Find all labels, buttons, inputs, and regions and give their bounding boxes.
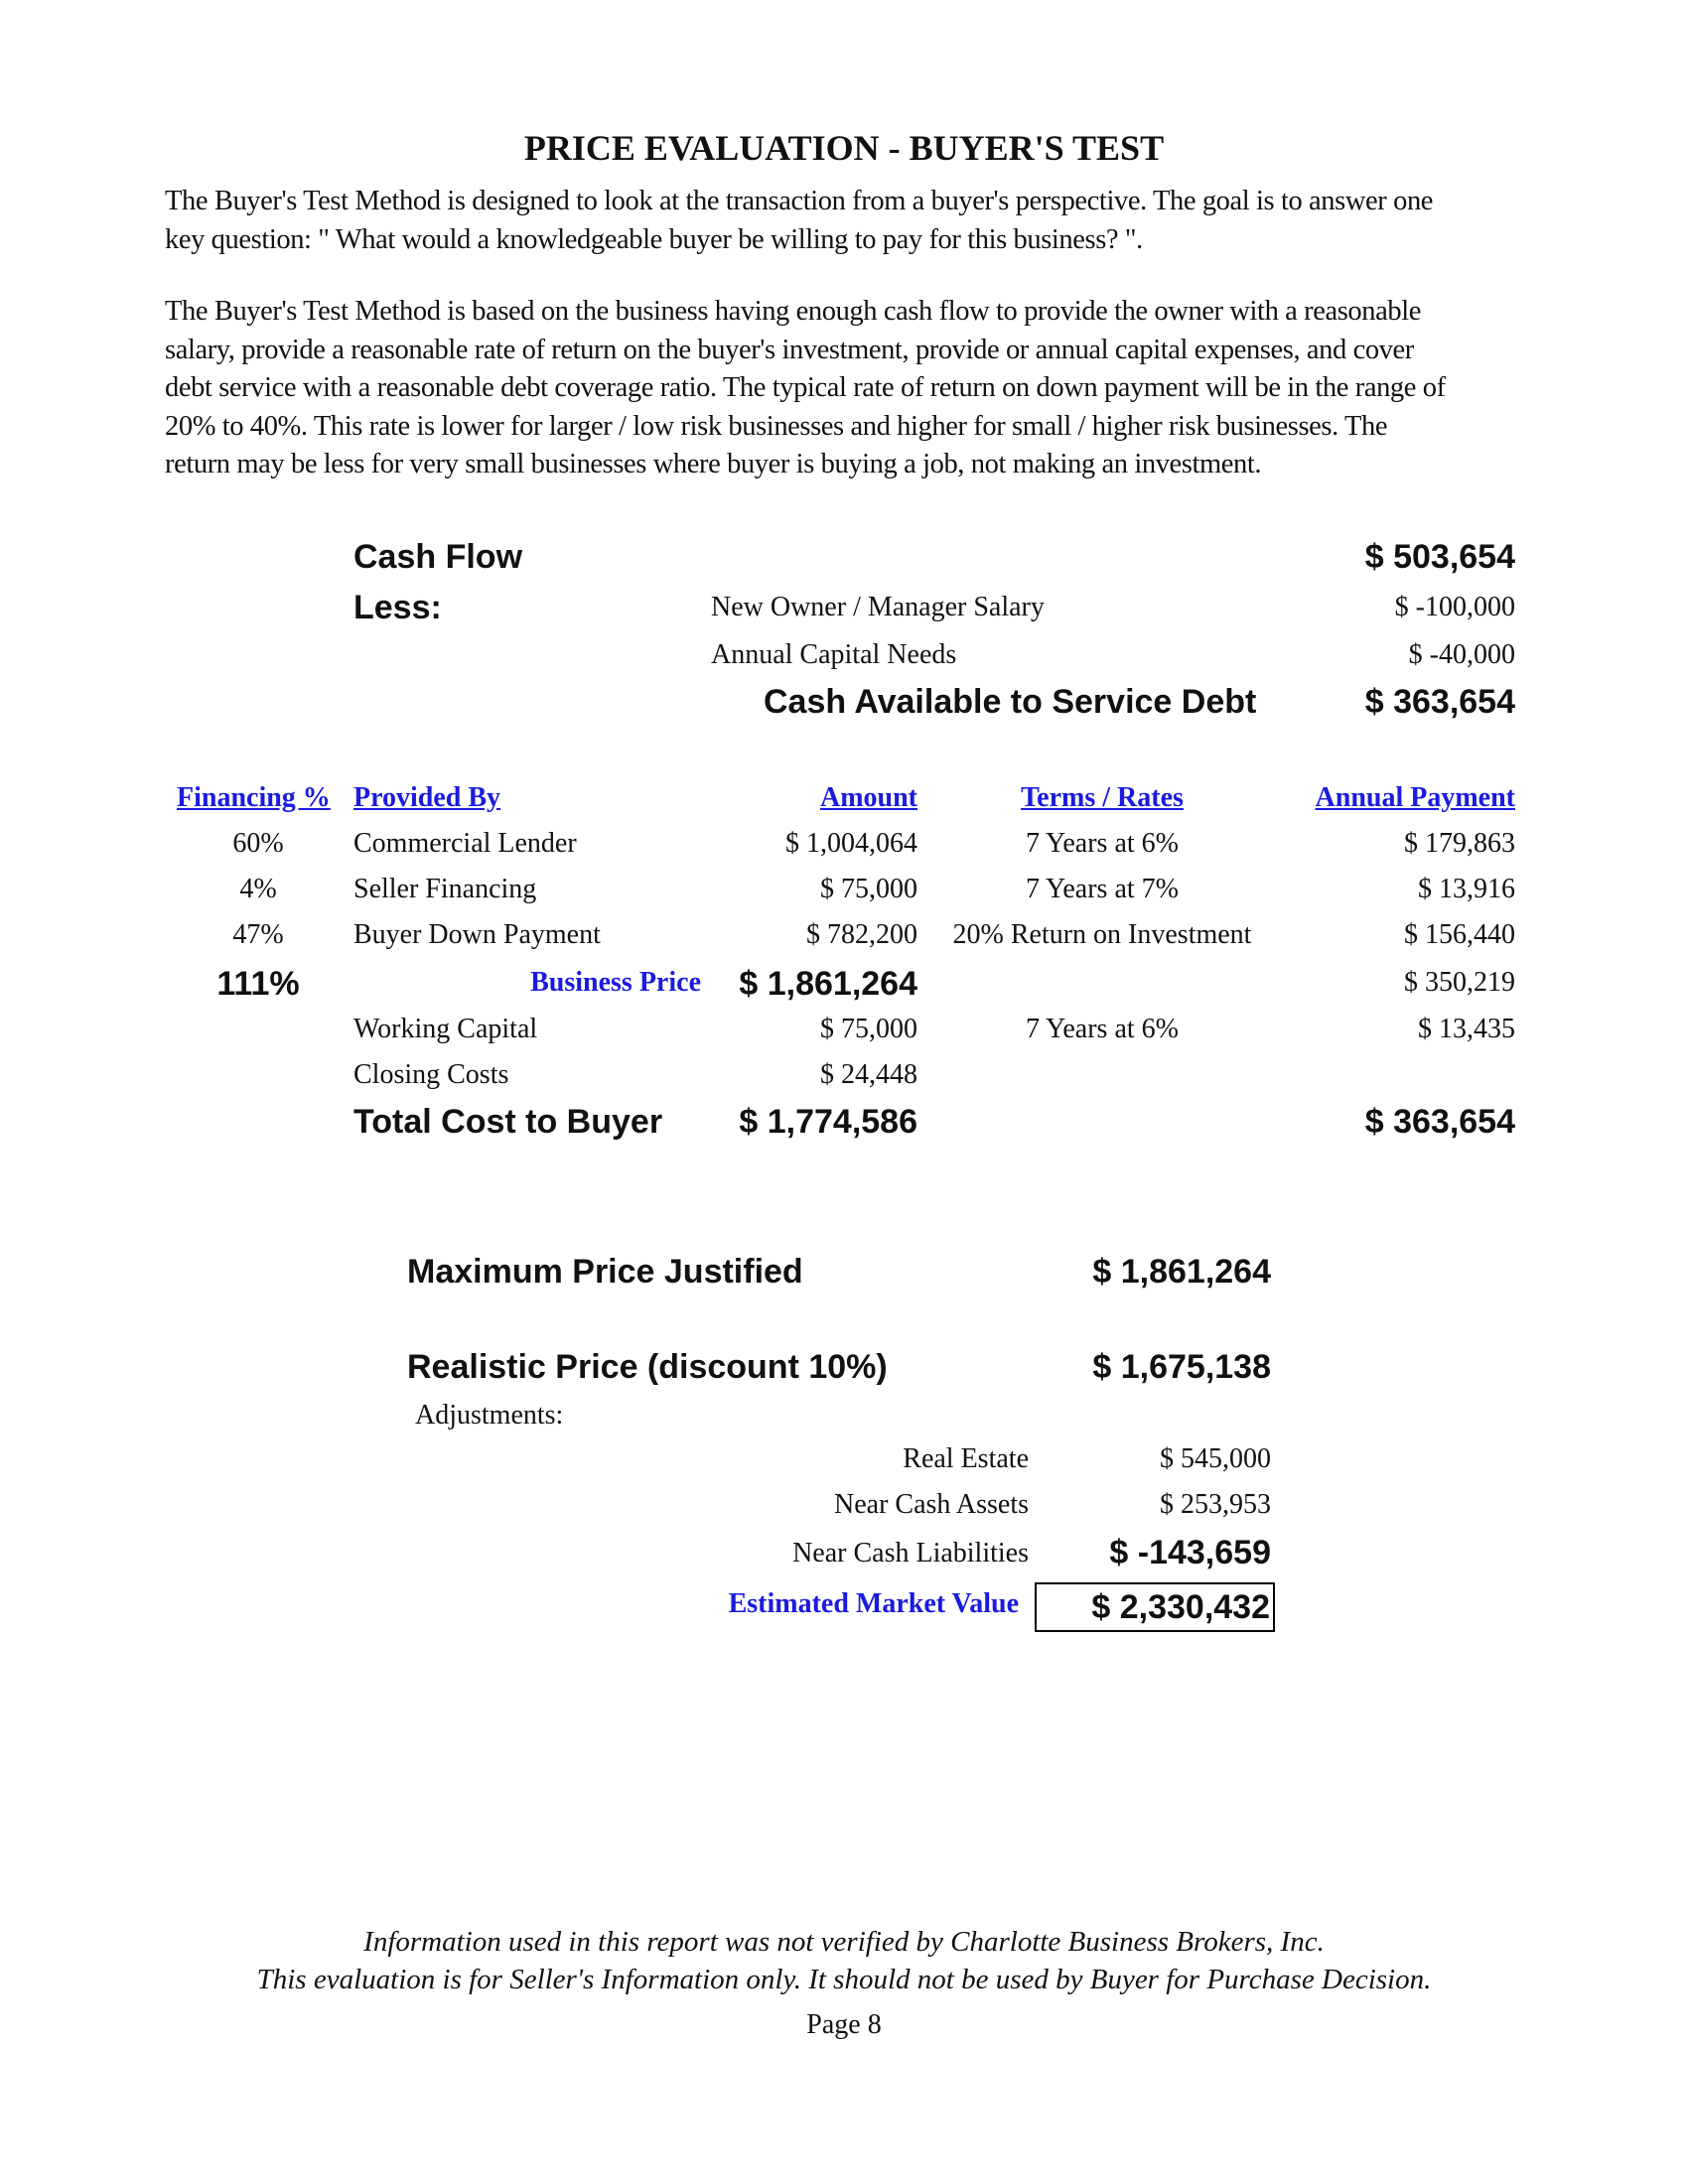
cash-available-label: Cash Available to Service Debt xyxy=(764,683,1257,721)
working-capital-amount: $ 75,000 xyxy=(820,1014,917,1044)
total-cost-amount: $ 1,774,586 xyxy=(739,1103,917,1141)
row-provider: Commercial Lender xyxy=(353,828,577,859)
row-payment: $ 13,916 xyxy=(1418,874,1515,904)
intro-line: The Buyer's Test Method is based on the business having enough cash flow to provide the owner with a reasonable xyxy=(165,296,1421,327)
near-cash-assets-value: $ 253,953 xyxy=(1160,1489,1271,1520)
near-cash-liabilities-value: $ -143,659 xyxy=(1109,1534,1271,1571)
max-price-value: $ 1,861,264 xyxy=(1092,1253,1271,1291)
working-capital-terms: 7 Years at 6% xyxy=(1026,1014,1179,1044)
row-amount: $ 1,004,064 xyxy=(785,828,917,859)
row-pct: 60% xyxy=(232,828,284,859)
business-price-pct: 111% xyxy=(216,965,300,1003)
row-terms: 7 Years at 7% xyxy=(1026,874,1179,904)
row-pct: 4% xyxy=(239,874,277,904)
real-estate-value: $ 545,000 xyxy=(1160,1443,1271,1474)
cash-flow-value: $ 503,654 xyxy=(1364,538,1515,576)
intro-paragraph-1 xyxy=(165,183,1535,259)
total-payment: $ 363,654 xyxy=(1364,1103,1515,1141)
intro-line: 20% to 40%. This rate is lower for larger / low risk businesses and higher for small / higher risk businesses. The xyxy=(165,410,1388,442)
header-amount: Amount xyxy=(819,782,917,813)
salary-value: $ -100,000 xyxy=(1394,592,1515,622)
intro-line: return may be less for very small businesses where buyer is buying a job, not making an investment. xyxy=(165,449,1262,479)
realistic-price-label: Realistic Price (discount 10%) xyxy=(407,1348,888,1386)
closing-costs-label: Closing Costs xyxy=(353,1059,509,1090)
business-price-label: Business Price xyxy=(530,967,701,998)
footer-disclaimer-2: This evaluation is for Seller's Information only. It should not be used by Buyer for Purchase Decision. xyxy=(256,1964,1432,1995)
row-amount: $ 782,200 xyxy=(806,919,917,950)
closing-costs-amount: $ 24,448 xyxy=(820,1059,917,1090)
header-financing-pct: Financing % xyxy=(177,782,331,813)
cash-available-value: $ 363,654 xyxy=(1364,683,1515,721)
adjustments-label: Adjustments: xyxy=(415,1400,564,1431)
near-cash-liabilities-label: Near Cash Liabilities xyxy=(792,1538,1029,1569)
near-cash-assets-label: Near Cash Assets xyxy=(834,1489,1029,1520)
estimated-market-value-label: Estimated Market Value xyxy=(728,1588,1019,1619)
page-title: PRICE EVALUATION - BUYER'S TEST xyxy=(523,128,1165,168)
cash-flow-label: Cash Flow xyxy=(353,538,523,576)
total-cost-label: Total Cost to Buyer xyxy=(353,1103,663,1141)
business-price-payment: $ 350,219 xyxy=(1404,967,1515,998)
row-payment: $ 179,863 xyxy=(1404,828,1515,859)
intro-paragraph-2 xyxy=(165,293,1535,484)
row-pct: 47% xyxy=(232,919,284,950)
header-annual-payment: Annual Payment xyxy=(1315,782,1515,813)
row-terms: 7 Years at 6% xyxy=(1026,828,1179,859)
header-provided-by: Provided By xyxy=(353,782,501,813)
intro-line: debt service with a reasonable debt coverage ratio. The typical rate of return on down payment will be in the range of xyxy=(165,372,1446,403)
working-capital-payment: $ 13,435 xyxy=(1418,1014,1515,1044)
estimated-market-value-box xyxy=(1035,1582,1275,1632)
business-price-amount: $ 1,861,264 xyxy=(739,965,917,1003)
working-capital-label: Working Capital xyxy=(353,1014,538,1044)
capital-label: Annual Capital Needs xyxy=(711,639,957,670)
row-terms: 20% Return on Investment xyxy=(952,919,1252,950)
capital-value: $ -40,000 xyxy=(1408,639,1515,670)
row-provider: Seller Financing xyxy=(353,874,537,904)
header-terms-rates: Terms / Rates xyxy=(1021,782,1184,813)
max-price-label: Maximum Price Justified xyxy=(407,1253,803,1291)
salary-label: New Owner / Manager Salary xyxy=(711,592,1045,622)
row-amount: $ 75,000 xyxy=(820,874,917,904)
estimated-market-value: $ 2,330,432 xyxy=(1091,1588,1270,1626)
page-number: Page 8 xyxy=(806,2009,882,2040)
intro-line: key question: " What would a knowledgeable buyer be willing to pay for this business? ". xyxy=(165,223,1143,255)
real-estate-label: Real Estate xyxy=(903,1443,1029,1474)
realistic-price-value: $ 1,675,138 xyxy=(1092,1348,1271,1386)
row-provider: Buyer Down Payment xyxy=(353,919,601,950)
row-payment: $ 156,440 xyxy=(1404,919,1515,950)
less-label: Less: xyxy=(353,589,442,626)
intro-line: The Buyer's Test Method is designed to look at the transaction from a buyer's perspective. The goal is to answer one xyxy=(165,186,1434,216)
footer-disclaimer-1: Information used in this report was not verified by Charlotte Business Brokers, Inc. xyxy=(363,1926,1325,1958)
intro-line: salary, provide a reasonable rate of return on the buyer's investment, provide or annual capital expenses, and cover xyxy=(165,334,1414,365)
